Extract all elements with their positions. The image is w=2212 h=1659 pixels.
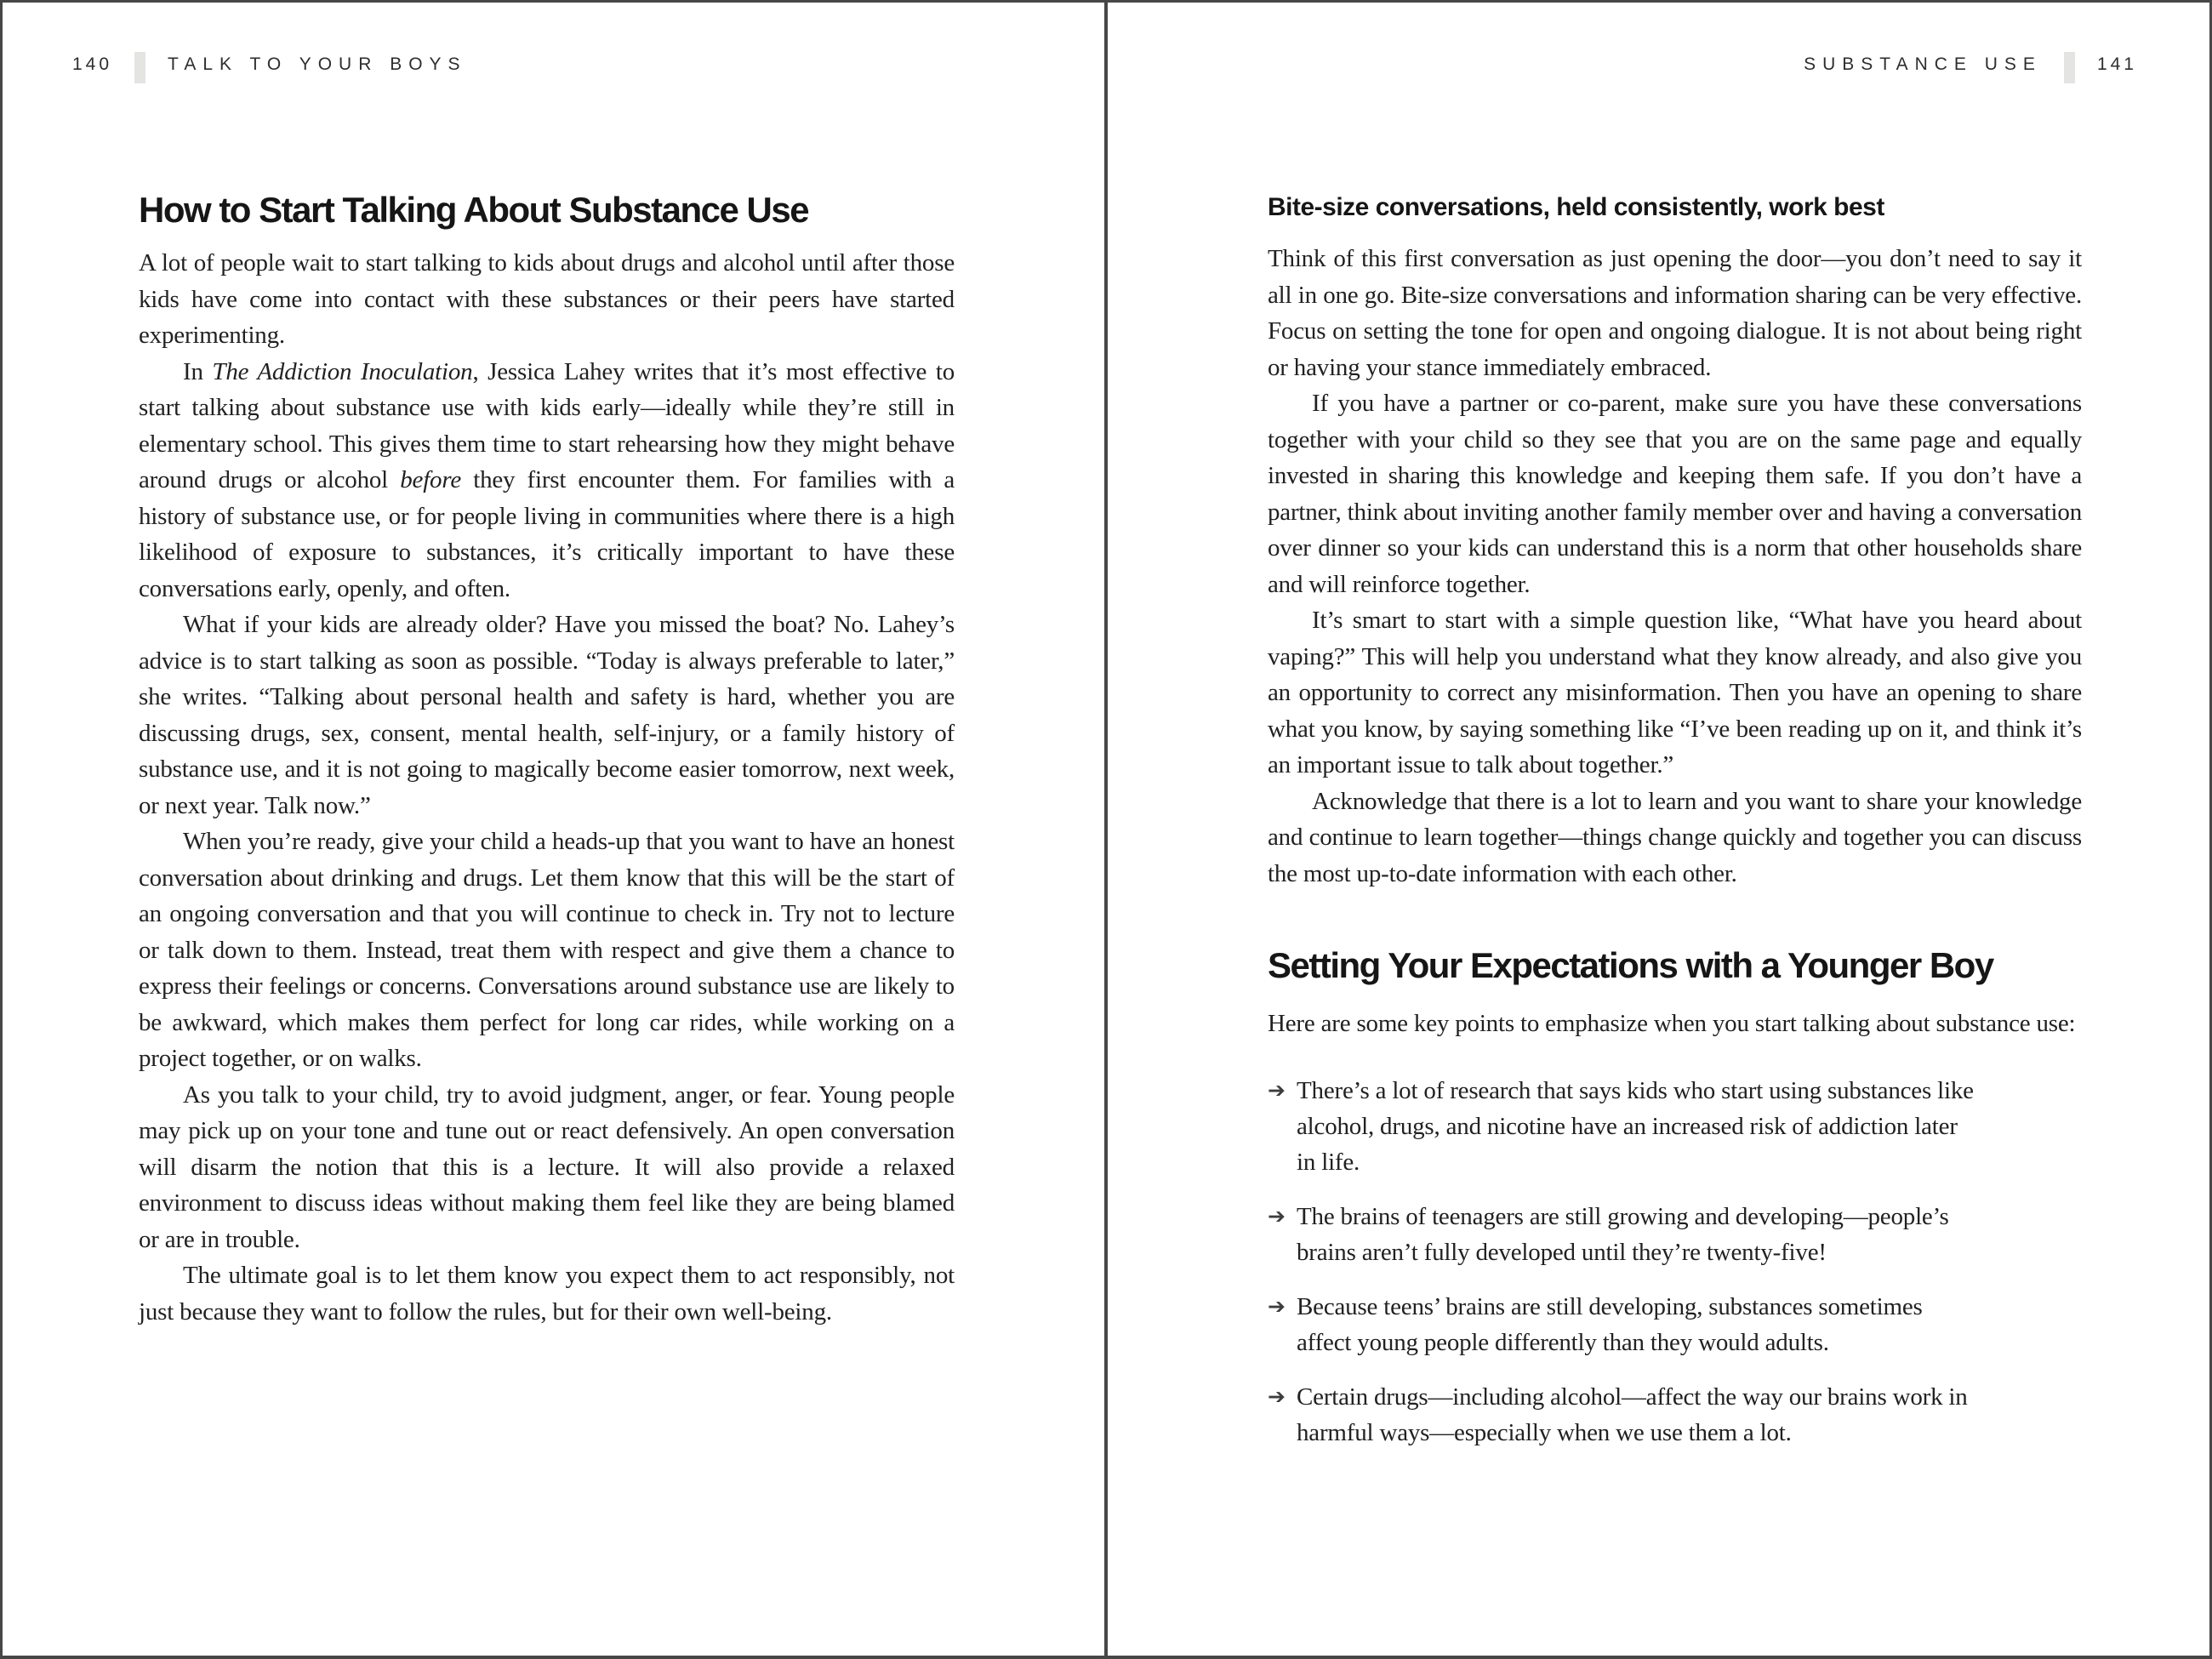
key-points-list [1268,1073,2082,1451]
arrow-bullet-icon: ➔ [1268,1383,1286,1409]
text-segment: In [183,357,213,385]
section-intro: Here are some key points to emphasize when you start talking about substance use: [1268,1010,2076,1037]
paragraph [139,354,955,607]
header-divider-bar [2064,52,2075,83]
text-segment: A lot of people wait to start talking to kids about drugs and alcohol until after those kids have come into contact with these substances or their peers have started experimenting. [139,249,955,349]
list-item-text: Certain drugs—including alcohol—affect the way our brains work in harmful ways—especially when we use them a lot. [1297,1382,1968,1446]
sub-heading: Bite-size conversations, held consistently, work best [1268,193,1884,221]
paragraph [139,245,955,354]
book-title-italic: The Addiction Inoculation [212,357,473,385]
arrow-bullet-icon: ➔ [1268,1077,1286,1103]
running-head-book-title: TALK TO YOUR BOYS [168,54,467,74]
right-page [1106,0,2212,1659]
arrow-bullet-icon: ➔ [1268,1203,1286,1229]
page-number-right: 141 [2096,54,2137,74]
list-item [1268,1289,1974,1360]
running-head-chapter-title: SUBSTANCE USE [1804,54,2042,74]
right-running-header [1804,53,2137,83]
paragraph: As you talk to your child, try to avoid judgment, anger, or fear. Young people may pick up on your tone and tune out or react defensively. An open conversation will disarm the notion that this is a lecture. It will also provide a relaxed environment to discuss ideas without making them feel like they are being blamed or are in trouble. [139,1080,955,1253]
list-item-text: There’s a lot of research that says kids who start using substances like alcohol, drugs, and nicotine have an increased risk of addiction later in life. [1297,1076,1974,1176]
emphasis-italic: before [400,466,462,493]
page-number-left: 140 [72,54,113,74]
list-item-text: Because teens’ brains are still developing, substances sometimes affect young people differently than they would adults. [1297,1292,1923,1356]
list-item [1268,1379,1974,1451]
paragraph: Acknowledge that there is a lot to learn and you want to share your knowledge and continue to learn together—things change quickly and together you can discuss the most up-to-date information with each other. [1268,787,2082,887]
paragraph: What if your kids are already older? Have you missed the boat? No. Lahey’s advice is to start talking as soon as possible. “Today is always preferable to later,” she writes. “Talking about personal health and safety is hard, whether you are discussing drugs, sex, consent, mental health, self-injury, or a family history of substance use, and it is not going to magically become easier tomorrow, next week, or next year. Talk now.” [139,611,955,819]
left-page-content [139,189,955,1330]
text-segment: they first encounter them. For families with a history of substance use, or for people living in communities where there is a high likelihood of exposure to substances, it’s critically important to have these conversations early, openly, and often. [139,466,955,602]
section-heading: How to Start Talking About Substance Use [139,190,809,230]
section-heading: Setting Your Expectations with a Younger Boy [1268,945,1993,985]
list-item [1268,1199,1974,1270]
header-divider-bar [134,52,145,83]
paragraph: Think of this first conversation as just opening the door—you don’t need to say it all in one go. Bite-size conversations and information sharing can be very effective. Focus on setting the tone for open and ongoing dialogue. It is not about being right or having your stance immediately embraced. [1268,245,2082,381]
paragraph: If you have a partner or co-parent, make sure you have these conversations together with your child so they see that you are on the same page and equally invested in sharing this knowledge and keeping them safe. If you don’t have a partner, think about inviting another family member over and having a conversation over dinner so your kids can understand this is a norm that other households share and will reinforce together. [1268,390,2082,598]
paragraph: The ultimate goal is to let them know you expect them to act responsibly, not just because they want to follow the rules, but for their own well-being. [139,1262,955,1325]
text-segment: , Jessica Lahey writes that it’s most effective to start talking about substance use with kids early—ideally while they’re still in elementary school. This gives them time to start rehearsing how they might behave around drugs or alcohol [139,357,955,493]
arrow-bullet-icon: ➔ [1268,1293,1286,1319]
paragraph: When you’re ready, give your child a heads-up that you want to have an honest conversation about drinking and drugs. Let them know that this will be the start of an ongoing conversation and that you will continue to check in. Try not to lecture or talk down to them. Instead, treat them with respect and give them a chance to express their feelings or concerns. Conversations around substance use are likely to be awkward, which makes them perfect for long car rides, while working on a project together, or on walks. [139,828,955,1072]
left-running-header [72,53,467,83]
paragraph: It’s smart to start with a simple question like, “What have you heard about vaping?” This will help you understand what they know already, and also give you an opportunity to correct any misinformation. Then you have an opening to share what you know, by saying something like “I’ve been reading up on it, and think it’s an important issue to talk about together.” [1268,607,2082,778]
list-item [1268,1073,1974,1180]
right-page-content [1268,191,2082,1451]
list-item-text: The brains of teenagers are still growing and developing—people’s brains aren’t fully developed until they’re twenty-five! [1297,1202,1949,1266]
